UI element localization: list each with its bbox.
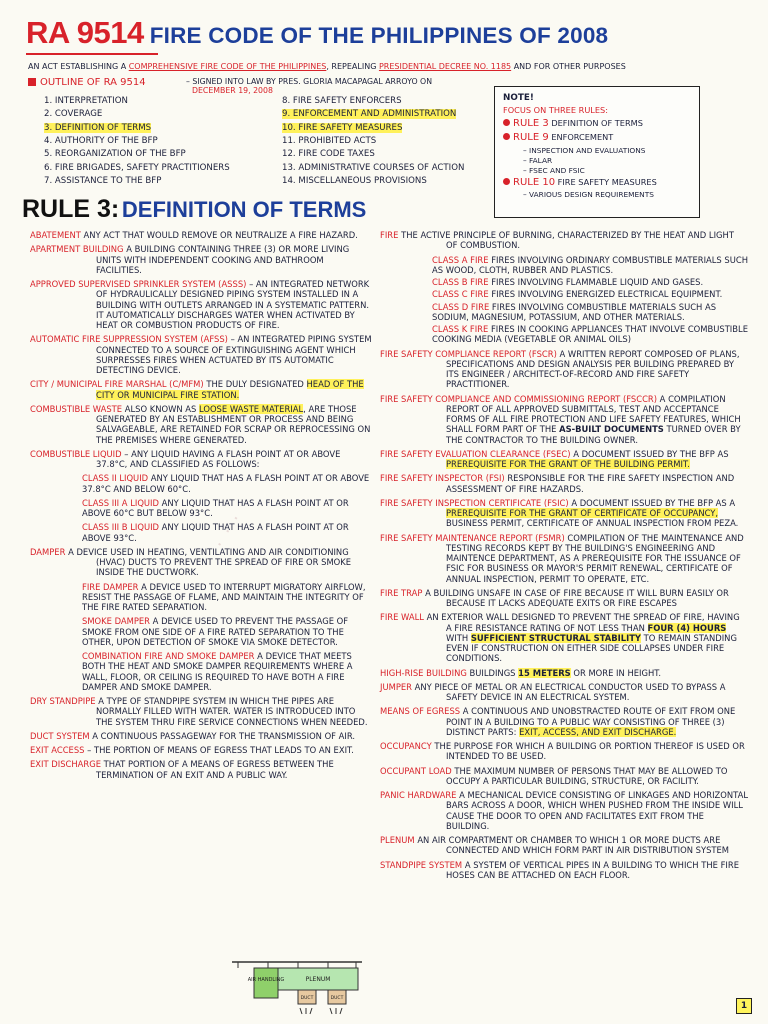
list-item: 14. MISCELLANEOUS PROVISIONS xyxy=(282,175,427,186)
term-fire-wall: FIRE WALL AN EXTERIOR WALL DESIGNED TO PREVENT THE SPREAD OF FIRE, HAVING A FIRE RESISTANCE RATING OF NOT LESS THAN FOUR (4) HOURS WITH SUFFICIENT STRUCTURAL STABILITY TO REMAIN STANDING EVEN IF CONSTRUCTION ON EITHER SIDE COLLAPSES UNDER FIRE CONDITIONS. xyxy=(380,612,740,664)
title-text: FIRE CODE OF THE PHILIPPINES OF 2008 xyxy=(149,23,609,48)
page-title xyxy=(26,14,746,52)
term-fscr: FIRE SAFETY COMPLIANCE REPORT (FSCR) A WRITTEN REPORT COMPOSED OF PLANS, SPECIFICATIONS AND DESIGN ANALYSIS PER BUILDING PREPARED BY ITS ENGINEER / ARCHITECT-OF-RECORD AND FIRE SAFETY PRACTITIONER. xyxy=(380,348,740,390)
term-class-3a-liquid: CLASS III A LIQUID ANY LIQUID THAT HAS A FLASH POINT AT OR ABOVE 60°C BUT BELOW 93°C. xyxy=(82,497,349,518)
term-high-rise: HIGH-RISE BUILDING BUILDINGS 15 METERS OR MORE IN HEIGHT. xyxy=(380,667,662,678)
term-class-d: CLASS D FIRE FIRES INVOLVING COMBUSTIBLE MATERIALS SUCH AS SODIUM, MAGNESIUM, POTASSIUM, AND OTHER MATERIALS. xyxy=(432,301,717,322)
duct-label-2: DUCT xyxy=(330,996,344,1001)
bullet-dot-icon xyxy=(503,133,510,140)
note-title: NOTE! xyxy=(503,93,534,103)
note-focus: FOCUS ON THREE RULES: xyxy=(503,104,609,115)
list-item: 6. FIRE BRIGADES, SAFETY PRACTITIONERS xyxy=(44,162,230,173)
air-handling-unit xyxy=(254,968,278,998)
list-item: 1. INTERPRETATION xyxy=(44,96,128,106)
plenum-diagram xyxy=(228,954,366,1018)
list-item: 3. DEFINITION OF TERMS xyxy=(44,122,152,133)
title-underline xyxy=(26,53,158,55)
signed-note: – SIGNED INTO LAW BY PRES. GLORIA MACAPAGAL ARROYO ON DECEMBER 19, 2008 xyxy=(186,77,433,96)
term-standpipe: STANDPIPE SYSTEM A SYSTEM OF VERTICAL PIPES IN A BUILDING TO WHICH THE FIRE HOSES CAN BE ATTACHED ON EACH FLOOR. xyxy=(380,859,740,880)
term-class-3b-liquid: CLASS III B LIQUID ANY LIQUID THAT HAS A FLASH POINT AT OR ABOVE 93°C. xyxy=(82,522,349,543)
plenum-diagram-svg xyxy=(228,954,366,1018)
term-smoke-damper: SMOKE DAMPER A DEVICE USED TO PREVENT THE PASSAGE OF SMOKE FROM ONE SIDE OF A FIRE RATED SEPARATION TO THE OTHER, UPON DETECTION OF SMOKE VIA SMOKE DETECTOR. xyxy=(82,616,349,647)
term-dry-standpipe: DRY STANDPIPE A TYPE OF STANDPIPE SYSTEM IN WHICH THE PIPES ARE NORMALLY FILLED WITH WATER. WATER IS INTRODUCED INTO THE SYSTEM THRU FIRE SERVICE CONNECTIONS WHEN NEEDED. xyxy=(30,696,368,727)
bullet-dot-icon xyxy=(503,178,510,185)
term-class-a: CLASS A FIRE FIRES INVOLVING ORDINARY COMBUSTIBLE MATERIALS SUCH AS WOOD, CLOTH, RUBBER AND PLASTICS. xyxy=(432,254,749,275)
list-item: 12. FIRE CODE TAXES xyxy=(282,149,375,160)
note-rule3: RULE 3 DEFINITION OF TERMS xyxy=(503,117,691,132)
air-handling-label: AIR HANDLING xyxy=(247,977,285,983)
term-class-2-liquid: CLASS II LIQUID ANY LIQUID THAT HAS A FLASH POINT AT OR ABOVE 37.8°C AND BELOW 60°C. xyxy=(82,473,370,494)
list-item: 10. FIRE SAFETY MEASURES xyxy=(282,122,403,133)
term-occupant-load: OCCUPANT LOAD THE MAXIMUM NUMBER OF PERSONS THAT MAY BE ALLOWED TO OCCUPY A PARTICULAR BUILDING, STRUCTURE, OR FACILITY. xyxy=(380,765,728,786)
term-panic-hardware: PANIC HARDWARE A MECHANICAL DEVICE CONSISTING OF LINKAGES AND HORIZONTAL BARS ACROSS A DOOR, WHICH WHEN PUSHED FROM THE INSIDE WILL CAUSE THE DOOR TO OPEN AND FACILITATES EXIT FROM THE BUILDING. xyxy=(380,790,748,831)
list-item: 13. ADMINISTRATIVE COURSES OF ACTION xyxy=(282,162,465,173)
list-item: 11. PROHIBITED ACTS xyxy=(282,135,377,146)
right-column xyxy=(380,230,748,884)
list-item: 5. REORGANIZATION OF THE BFP xyxy=(44,149,186,160)
term-class-b: CLASS B FIRE FIRES INVOLVING FLAMMABLE LIQUID AND GASES. xyxy=(432,277,704,287)
list-item: 4. AUTHORITY OF THE BFP xyxy=(44,135,158,146)
term-fire-trap: FIRE TRAP A BUILDING UNSAFE IN CASE OF FIRE BECAUSE IT WILL BURN EASILY OR BECAUSE IT LACKS ADEQUATE EXITS OR FIRE ESCAPES xyxy=(380,587,729,608)
term-damper: DAMPER A DEVICE USED IN HEATING, VENTILATING AND AIR CONDITIONING (HVAC) DUCTS TO PREVENT THE SPREAD OF FIRE OR SMOKE INSIDE THE DUCTWORK. xyxy=(30,546,352,578)
watermark: · · · xyxy=(209,508,249,553)
term-exit-access: EXIT ACCESS – THE PORTION OF MEANS OF EGRESS THAT LEADS TO AN EXIT. xyxy=(30,745,354,755)
list-item: 9. ENFORCEMENT AND ADMINISTRATION xyxy=(282,109,457,120)
subtitle: AN ACT ESTABLISHING A COMPREHENSIVE FIRE CODE OF THE PHILIPPINES, REPEALING PRESIDENTIAL DECREE NO. 1185 AND FOR OTHER PURPOSES xyxy=(28,62,626,71)
list-item: 7. ASSISTANCE TO THE BFP xyxy=(44,175,162,186)
term-combustible-liquid: COMBUSTIBLE LIQUID – ANY LIQUID HAVING A FLASH POINT AT OR ABOVE 37.8°C, AND CLASSIFIED AS FOLLOWS: xyxy=(30,448,341,469)
term-fire: FIRE THE ACTIVE PRINCIPLE OF BURNING, CHARACTERIZED BY THE HEAT AND LIGHT OF COMBUSTION. xyxy=(380,230,734,251)
ra-number: RA 9514 xyxy=(26,15,144,50)
term-fire-damper: FIRE DAMPER A DEVICE USED TO INTERRUPT MIGRATORY AIRFLOW, RESIST THE PASSAGE OF FLAME, AND MAINTAIN THE INTEGRITY OF THE FIRE RATED SEPARATION. xyxy=(82,581,366,612)
term-asss: APPROVED SUPERVISED SPRINKLER SYSTEM (ASSS) – AN INTEGRATED NETWORK OF HYDRAULICALLY DESIGNED PIPING SYSTEM INSTALLED IN A BUILDING WITH OUTLETS ARRANGED IN A SYSTEMATIC PATTERN. IT AUTOMATICALLY DISCHARGES WATER WHEN ACTIVATED BY HEAT OR COMBUSTION PRODUCTS OF FIRE. xyxy=(30,279,370,330)
note-box: NOTE! FOCUS ON THREE RULES: RULE 3 DEFINITION OF TERMS RULE 9 ENFORCEMENT – INSPECTION AND EVALUATIONS – FALAR – FSEC AND FSIC RULE 10 FIRE SAFETY MEASURES – VARIOUS DESIGN REQUIREMENTS xyxy=(494,86,700,218)
duct-label-1: DUCT xyxy=(300,996,314,1001)
term-afss: AUTOMATIC FIRE SUPPRESSION SYSTEM (AFSS) – AN INTEGRATED PIPING SYSTEM CONNECTED TO A SOURCE OF EXTINGUISHING AGENT WHICH SURPRESSES FIRES WHEN ACTUATED BY ITS AUTOMATIC DETECTING DEVICE. xyxy=(30,334,372,375)
term-fsec: FIRE SAFETY EVALUATION CLEARANCE (FSEC) A DOCUMENT ISSUED BY THE BFP AS PREREQUISITE FOR THE GRANT OF THE BUILDING PERMIT. xyxy=(380,448,729,469)
term-means-of-egress: MEANS OF EGRESS A CONTINUOUS AND UNOBSTRACTED ROUTE OF EXIT FROM ONE POINT IN A BUILDING TO A PUBLIC WAY CONSISTING OF THREE (3) DISTINCT PARTS: EXIT, ACCESS, AND EXIT DISCHARGE. xyxy=(380,706,736,737)
note-rule9: RULE 9 ENFORCEMENT xyxy=(503,131,691,146)
term-combustible-waste: COMBUSTIBLE WASTE ALSO KNOWN AS LOOSE WASTE MATERIAL, ARE THOSE GENERATED BY AN ESTABLISHMENT OR PROCESS AND BEING SALVAGEABLE, ARE RETAINED FOR SCRAP OR REPROCESSING ON THE PREMISES WHERE GENERATED. xyxy=(30,403,371,445)
term-apartment: APARTMENT BUILDING A BUILDING CONTAINING THREE (3) OR MORE LIVING UNITS WITH INDEPENDENT COOKING AND BATHROOM FACILITIES. xyxy=(30,244,350,275)
term-fsccr: FIRE SAFETY COMPLIANCE AND COMMISSIONING REPORT (FSCCR) A COMPILATION REPORT OF ALL APPROVED SUBMITTALS, TEST AND ACCEPTANCE FORMS OF ALL FIRE PROTECTION AND LIFE SAFETY FEATURES, WHICH SHALL FORM PART OF THE AS-BUILT DOCUMENTS TURNED OVER BY THE CONTRACTOR TO THE BUILDING OWNER. xyxy=(380,393,741,445)
page-number: 1 xyxy=(736,998,752,1014)
list-item: 8. FIRE SAFETY ENFORCERS xyxy=(282,96,402,106)
outline-heading: OUTLINE OF RA 9514 xyxy=(28,77,146,89)
plenum-label: PLENUM xyxy=(305,976,331,983)
outline-list-2 xyxy=(282,95,464,188)
term-fsi: FIRE SAFETY INSPECTOR (FSI) RESPONSIBLE FOR THE FIRE SAFETY INSPECTION AND ASSESSMENT OF FIRE HAZARDS. xyxy=(380,473,735,494)
airflow-arrows xyxy=(300,1008,342,1014)
bullet-square-icon xyxy=(28,78,36,86)
list-item: 2. COVERAGE xyxy=(44,109,103,120)
term-occupancy: OCCUPANCY THE PURPOSE FOR WHICH A BUILDING OR PORTION THEREOF IS USED OR INTENDED TO BE USED. xyxy=(380,741,745,762)
term-plenum: PLENUM AN AIR COMPARTMENT OR CHAMBER TO WHICH 1 OR MORE DUCTS ARE CONNECTED AND WHICH FORM PART IN AIR DISTRIBUTION SYSTEM xyxy=(380,835,730,856)
term-class-c: CLASS C FIRE FIRES INVOLVING ENERGIZED ELECTRICAL EQUIPMENT. xyxy=(432,289,723,300)
term-combination-damper: COMBINATION FIRE AND SMOKE DAMPER A DEVICE THAT MEETS BOTH THE HEAT AND SMOKE DAMPER REQUIREMENTS WHERE A WALL, FLOOR, OR CEILING IS REQUIRED TO HAVE BOTH A FIRE DAMPER AND SMOKE DAMPER. xyxy=(82,651,353,692)
term-fsic: FIRE SAFETY INSPECTION CERTIFICATE (FSIC) A DOCUMENT ISSUED BY THE BFP AS A PREREQUISITE FOR THE GRANT OF CERTIFICATE OF OCCUPANCY, BUSINESS PERMIT, CERTIFICATE OF ANNUAL INSPECTION FROM PEZA. xyxy=(380,497,739,529)
left-column xyxy=(30,230,372,784)
note-rule10: RULE 10 FIRE SAFETY MEASURES xyxy=(503,176,691,191)
term-abatement: ABATEMENT ANY ACT THAT WOULD REMOVE OR NEUTRALIZE A FIRE HAZARD. xyxy=(30,230,358,240)
rule3-heading: RULE 3: DEFINITION OF TERMS xyxy=(22,195,367,223)
term-cfm: CITY / MUNICIPAL FIRE MARSHAL (C/MFM) THE DULY DESIGNATED HEAD OF THE CITY OR MUNICIPAL FIRE STATION. xyxy=(30,379,364,400)
outline-list-1 xyxy=(44,95,230,188)
term-jumper: JUMPER ANY PIECE OF METAL OR AN ELECTRICAL CONDUCTOR USED TO BYPASS A SAFETY DEVICE IN AN ELECTRICAL SYSTEM. xyxy=(380,681,726,702)
term-exit-discharge: EXIT DISCHARGE THAT PORTION OF A MEANS OF EGRESS BETWEEN THE TERMINATION OF AN EXIT AND A PUBLIC WAY. xyxy=(30,759,334,780)
term-fsmr: FIRE SAFETY MAINTENANCE REPORT (FSMR) COMPILATION OF THE MAINTENANCE AND TESTING RECORDS KEPT BY THE BUILDING'S ENGINEERING AND MAINTENCE DEPARTMENT, AS A PREREQUISITE FOR THE ISSUANCE OF FSIC FOR BUSINESS OR MAYOR'S PERMIT RENEWAL, CERTIFICATE OF ANNUAL INSPECTION, PERMIT TO OPERATE, ETC. xyxy=(380,532,744,584)
term-duct-system: DUCT SYSTEM A CONTINUOUS PASSAGEWAY FOR THE TRANSMISSION OF AIR. xyxy=(30,730,356,741)
bullet-dot-icon xyxy=(503,119,510,126)
term-class-k: CLASS K FIRE FIRES IN COOKING APPLIANCES THAT INVOLVE COMBUSTIBLE COOKING MEDIA (VEGETABLE OR ANIMAL OILS) xyxy=(432,324,748,345)
